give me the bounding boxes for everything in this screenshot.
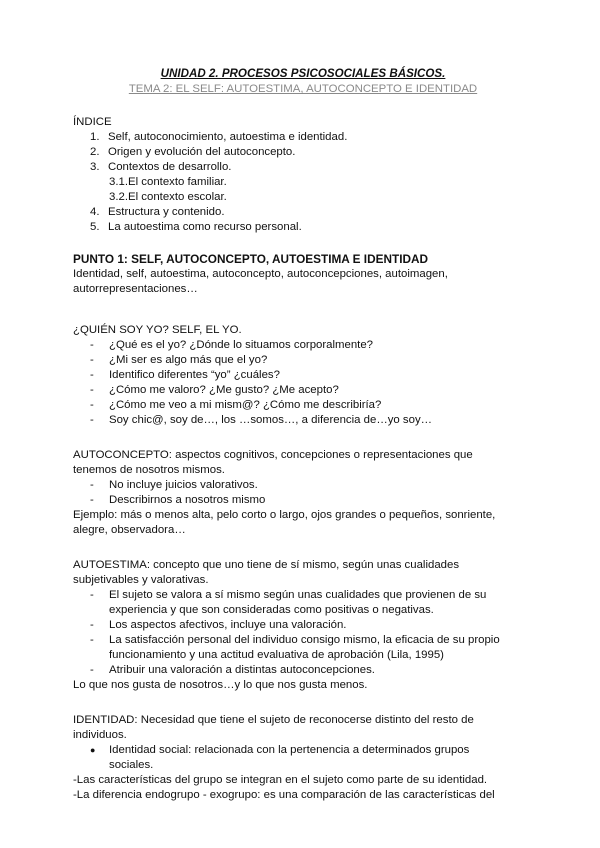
question-list [73,338,533,428]
document-title: UNIDAD 2. PROCESOS PSICOSOCIALES BÁSICOS. [160,67,446,80]
paragraph-line: Identidad, self, autoestima, autoconcepto, autoconcepciones, autoimagen, [73,268,448,280]
section-heading-punto1: PUNTO 1: SELF, AUTOCONCEPTO, AUTOESTIMA E IDENTIDAD [73,252,429,266]
paragraph-line: IDENTIDAD: Necesidad que tiene el sujeto de reconocerse distinto del resto de [73,714,474,726]
list-item: - Soy chic@, soy de…, los …somos…, a diferencia de…yo soy… [90,414,433,426]
list-item: - Describirnos a nosotros mismo [90,494,266,506]
list-item: - El sujeto se valora a sí mismo según unas cualidades que provienen de su experiencia y que son consideradas como positivas o negativas. [90,589,487,616]
bullet-icon: ● [90,745,96,755]
list-item: - ¿Cómo me veo a mi mism@? ¿Cómo me describiría? [90,399,382,411]
index-item: 1. Self, autoconocimiento, autoestima e identidad. [90,131,348,143]
list-item: - Identifico diferentes “yo” ¿cuáles? [90,369,280,381]
paragraph-line: subjetivables y valorativas. [73,574,209,586]
index-item: 4. Estructura y contenido. [90,206,225,218]
paragraph-line: AUTOCONCEPTO: aspectos cognitivos, concepciones o representaciones que [73,449,473,461]
list-item: - No incluye juicios valorativos. [90,479,258,491]
paragraph-line: individuos. [73,729,127,741]
index-item: 3. Contextos de desarrollo. [90,161,232,173]
list-item: - ¿Mi ser es algo más que el yo? [90,354,268,366]
list-item: - ¿Qué es el yo? ¿Dónde lo situamos corporalmente? [90,339,374,351]
list-item: - Atribuir una valoración a distintas autoconcepciones. [90,664,375,676]
index-item: 2. Origen y evolución del autoconcepto. [90,146,296,158]
paragraph-line: -Las características del grupo se integran en el sujeto como parte de su identidad. [73,774,488,786]
paragraph-line: -La diferencia endogrupo - exogrupo: es una comparación de las características del [73,789,495,801]
bullet-item: ● Identidad social: relacionada con la pertenencia a determinados grupos sociales. [90,744,470,771]
document-page [73,66,533,803]
index-subitem: 3.2.El contexto escolar. [109,191,227,203]
index-list [73,130,533,235]
section-heading-quien: ¿QUIÉN SOY YO? SELF, EL YO. [73,324,242,336]
paragraph-line: Ejemplo: más o menos alta, pelo corto o largo, ojos grandes o pequeños, sonriente, [73,509,496,521]
paragraph-line: autorrepresentaciones… [73,283,198,295]
index-item: 5. La autoestima como recurso personal. [90,221,302,233]
document-subtitle: TEMA 2: EL SELF: AUTOESTIMA, AUTOCONCEPTO E IDENTIDAD [128,83,478,95]
paragraph-line: Lo que nos gusta de nosotros…y lo que nos gusta menos. [73,679,368,691]
list-item: - Los aspectos afectivos, incluye una valoración. [90,619,347,631]
list-item: - ¿Cómo me valoro? ¿Me gusto? ¿Me acepto? [90,384,339,396]
index-subitem: 3.1.El contexto familiar. [109,176,227,188]
paragraph-line: AUTOESTIMA: concepto que uno tiene de sí mismo, según unas cualidades [73,559,460,571]
paragraph-line: tenemos de nosotros mismos. [73,464,225,476]
index-heading: ÍNDICE [73,116,112,128]
list-item: - La satisfacción personal del individuo consigo mismo, la eficacia de su propio funcionamiento y una actitud evaluativa de aprobación (Lila, 1995) [90,634,500,661]
paragraph-line: alegre, observadora… [73,524,186,536]
